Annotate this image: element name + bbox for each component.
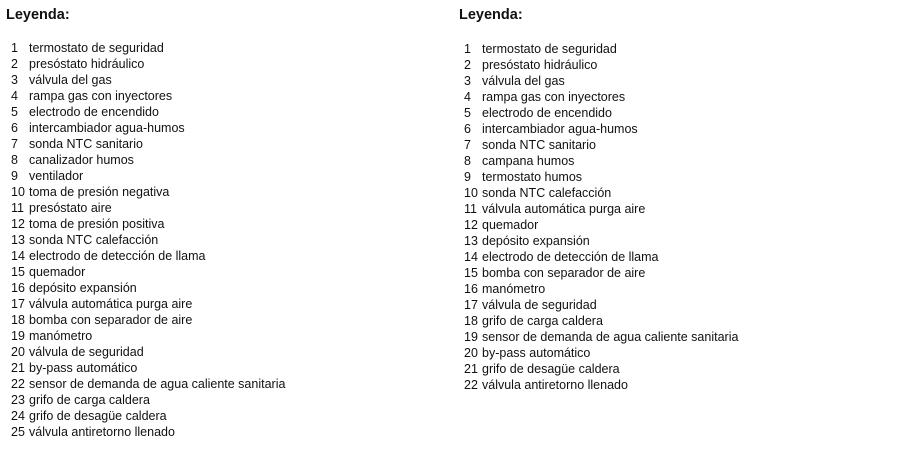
legend-item-label: rampa gas con inyectores — [29, 89, 173, 103]
legend-item — [11, 136, 285, 152]
legend-item-label: válvula del gas — [29, 73, 112, 87]
legend-item — [464, 233, 738, 249]
legend-item-number: 4 — [464, 90, 471, 104]
legend-item — [11, 360, 285, 376]
legend-item — [11, 392, 285, 408]
legend-item-number: 23 — [11, 393, 25, 407]
legend-item-number: 6 — [464, 122, 471, 136]
legend-item-label: toma de presión positiva — [29, 217, 165, 231]
legend-item — [11, 344, 285, 360]
legend-item-label: válvula de seguridad — [29, 345, 144, 359]
legend-item-number: 11 — [464, 202, 477, 216]
legend-item — [11, 168, 285, 184]
legend-item — [464, 297, 738, 313]
legend-item-number: 20 — [464, 346, 478, 360]
legend-item-number: 21 — [11, 361, 25, 375]
legend-item — [11, 184, 285, 200]
legend-item-label: presóstato hidráulico — [29, 57, 145, 71]
legend-item — [464, 361, 738, 377]
legend-item — [11, 216, 285, 232]
legend-item-label: manómetro — [482, 282, 546, 296]
legend-list — [11, 40, 285, 440]
legend-item — [11, 424, 285, 440]
legend-item — [464, 185, 738, 201]
legend-item-label: ventilador — [29, 169, 84, 183]
legend-item-number: 7 — [464, 138, 471, 152]
legend-item-label: grifo de carga caldera — [29, 393, 150, 407]
legend-item-label: rampa gas con inyectores — [482, 90, 626, 104]
legend-item — [464, 73, 738, 89]
legend-item — [464, 281, 738, 297]
legend-item-number: 7 — [11, 137, 18, 151]
legend-item — [464, 265, 738, 281]
legend-item-label: by-pass automático — [29, 361, 138, 375]
legend-item-number: 2 — [11, 57, 18, 71]
legend-item-label: válvula antiretorno llenado — [29, 425, 175, 439]
legend-item — [11, 264, 285, 280]
legend-item-label: sonda NTC calefacción — [482, 186, 612, 200]
legend-item-label: electrodo de encendido — [29, 105, 159, 119]
legend-item-label: electrodo de encendido — [482, 106, 612, 120]
legend-item-number: 15 — [464, 266, 478, 280]
legend-item — [464, 217, 738, 233]
legend-item-label: canalizador humos — [29, 153, 134, 167]
legend-item — [464, 121, 738, 137]
legend-item-number: 1 — [464, 42, 471, 56]
legend-item-label: campana humos — [482, 154, 575, 168]
legend-item — [464, 169, 738, 185]
legend-item-label: válvula antiretorno llenado — [482, 378, 628, 392]
legend-item — [11, 40, 285, 56]
legend-item-label: sonda NTC sanitario — [482, 138, 596, 152]
legend-item-number: 16 — [464, 282, 478, 296]
legend-item-number: 4 — [11, 89, 18, 103]
legend-item-number: 12 — [11, 217, 25, 231]
legend-item-number: 25 — [11, 425, 25, 439]
legend-item-label: termostato de seguridad — [482, 42, 617, 56]
legend-item — [11, 312, 285, 328]
legend-item-label: válvula automática purga aire — [482, 202, 646, 216]
legend-item-label: intercambiador agua-humos — [29, 121, 185, 135]
legend-item-number: 8 — [464, 154, 471, 168]
legend-item-label: termostato de seguridad — [29, 41, 164, 55]
legend-item-label: bomba con separador de aire — [29, 313, 193, 327]
legend-title: Leyenda: — [6, 7, 70, 23]
legend-item-label: electrodo de detección de llama — [29, 249, 206, 263]
legend-item — [11, 408, 285, 424]
legend-item — [464, 57, 738, 73]
legend-item — [464, 41, 738, 57]
legend-item-number: 22 — [464, 378, 478, 392]
legend-item-number: 18 — [11, 313, 25, 327]
legend-item-number: 17 — [464, 298, 478, 312]
legend-item — [11, 104, 285, 120]
legend-item-label: by-pass automático — [482, 346, 591, 360]
legend-item-label: toma de presión negativa — [29, 185, 170, 199]
legend-item-number: 3 — [11, 73, 18, 87]
legend-item — [464, 329, 738, 345]
legend-item-label: presóstato hidráulico — [482, 58, 598, 72]
legend-item — [11, 296, 285, 312]
legend-item-label: sonda NTC calefacción — [29, 233, 159, 247]
legend-item — [464, 201, 738, 217]
legend-item-label: grifo de desagüe caldera — [29, 409, 167, 423]
legend-item-number: 21 — [464, 362, 478, 376]
legend-item-number: 16 — [11, 281, 25, 295]
legend-item-number: 12 — [464, 218, 478, 232]
legend-item-label: sensor de demanda de agua caliente sanitaria — [29, 377, 286, 391]
legend-item-label: válvula del gas — [482, 74, 565, 88]
legend-item — [11, 376, 285, 392]
legend-item-label: sensor de demanda de agua caliente sanitaria — [482, 330, 739, 344]
legend-item — [464, 377, 738, 393]
legend-item — [11, 120, 285, 136]
legend-item — [464, 89, 738, 105]
legend-list — [464, 41, 738, 393]
legend-item-label: grifo de desagüe caldera — [482, 362, 620, 376]
legend-item-label: quemador — [482, 218, 539, 232]
legend-item-label: intercambiador agua-humos — [482, 122, 638, 136]
legend-item-number: 10 — [11, 185, 25, 199]
legend-item — [464, 105, 738, 121]
legend-item-number: 13 — [11, 233, 25, 247]
legend-item-number: 2 — [464, 58, 471, 72]
legend-item-label: manómetro — [29, 329, 93, 343]
legend-item — [464, 313, 738, 329]
legend-item-number: 19 — [11, 329, 25, 343]
legend-item — [464, 153, 738, 169]
legend-item — [11, 88, 285, 104]
legend-item-number: 1 — [11, 41, 18, 55]
legend-item — [11, 152, 285, 168]
legend-item-number: 6 — [11, 121, 18, 135]
legend-item-number: 18 — [464, 314, 478, 328]
legend-item-label: válvula de seguridad — [482, 298, 597, 312]
legend-item-label: depósito expansión — [482, 234, 590, 248]
legend-item-label: quemador — [29, 265, 86, 279]
legend-item — [464, 249, 738, 265]
legend-item-number: 8 — [11, 153, 18, 167]
legend-item-number: 14 — [11, 249, 25, 263]
legend-item-number: 3 — [464, 74, 471, 88]
legend-item — [11, 280, 285, 296]
legend-item-label: grifo de carga caldera — [482, 314, 603, 328]
legend-item-label: válvula automática purga aire — [29, 297, 193, 311]
legend-item-number: 13 — [464, 234, 478, 248]
legend-item-label: depósito expansión — [29, 281, 137, 295]
legend-item-label: termostato humos — [482, 170, 583, 184]
legend-item — [11, 56, 285, 72]
legend-item-label: bomba con separador de aire — [482, 266, 646, 280]
legend-item-number: 11 — [11, 201, 24, 215]
legend-item-number: 5 — [11, 105, 18, 119]
legend-item — [11, 232, 285, 248]
legend-item-number: 19 — [464, 330, 478, 344]
legend-item-number: 10 — [464, 186, 478, 200]
legend-item-label: sonda NTC sanitario — [29, 137, 143, 151]
legend-item-number: 9 — [464, 170, 471, 184]
legend-item — [11, 200, 285, 216]
legend-item-label: presóstato aire — [29, 201, 112, 215]
legend-item — [464, 345, 738, 361]
legend-title: Leyenda: — [459, 7, 523, 23]
legend-item-number: 14 — [464, 250, 478, 264]
legend-item-number: 15 — [11, 265, 25, 279]
legend-item-number: 24 — [11, 409, 25, 423]
legend-item-number: 22 — [11, 377, 25, 391]
legend-item-number: 5 — [464, 106, 471, 120]
legend-item — [464, 137, 738, 153]
legend-item-number: 17 — [11, 297, 25, 311]
legend-item-number: 9 — [11, 169, 18, 183]
legend-item — [11, 328, 285, 344]
legend-item-number: 20 — [11, 345, 25, 359]
legend-item — [11, 248, 285, 264]
legend-item-label: electrodo de detección de llama — [482, 250, 659, 264]
legend-item — [11, 72, 285, 88]
